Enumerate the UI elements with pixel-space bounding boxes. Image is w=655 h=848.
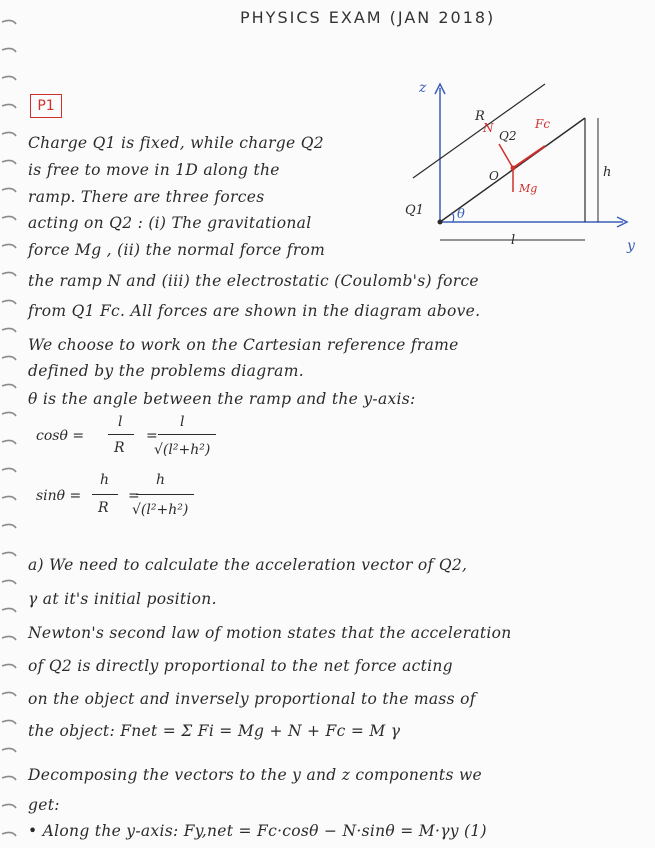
fraction-bar — [108, 434, 134, 435]
text-line: get: — [28, 796, 60, 814]
cos-den1: R — [114, 440, 125, 456]
fraction-bar — [92, 494, 118, 495]
text-line: γ at it's initial position. — [28, 590, 217, 608]
label-Fc: Fc — [535, 117, 551, 131]
label-R: R — [475, 109, 485, 124]
label-Mg: Mg — [519, 182, 538, 195]
text-line: from Q1 Fc. All forces are shown in the diagram above. — [28, 302, 481, 320]
label-q1: Q1 — [405, 203, 424, 218]
text-line: of Q2 is directly proportional to the net force acting — [28, 657, 453, 675]
text-line: force Mg , (ii) the normal force from — [28, 241, 326, 259]
text-line: We choose to work on the Cartesian reference frame — [28, 336, 459, 354]
fraction-bar — [136, 494, 194, 495]
spiral-binding — [0, 0, 26, 848]
problem-tag: P1 — [30, 94, 62, 118]
cos-num2: l — [180, 414, 185, 430]
label-theta: θ — [457, 207, 465, 222]
text-line: ramp. There are three forces — [28, 188, 265, 206]
ramp-diagram — [395, 70, 645, 260]
cos-eq: = — [146, 428, 158, 444]
text-line: θ is the angle between the ramp and the y-axis: — [28, 390, 416, 408]
page-title: PHYSICS EXAM (JAN 2018) — [240, 8, 496, 27]
text-line: Newton's second law of motion states that the acceleration — [28, 624, 512, 642]
text-line: is free to move in 1D along the — [28, 161, 280, 179]
text-line: Charge Q1 is fixed, while charge Q2 — [28, 134, 324, 152]
text-line: the object: Fnet = Σ Fi = Mg + N + Fc = M γ — [28, 722, 401, 740]
label-O: O — [489, 169, 499, 183]
sin-num2: h — [156, 472, 166, 488]
force-coulomb — [513, 146, 545, 168]
text-line: Decomposing the vectors to the y and z components we — [28, 766, 482, 784]
label-N: N — [483, 121, 494, 135]
cos-den2: √(l²+h²) — [154, 442, 211, 458]
cos-num1: l — [118, 414, 123, 430]
text-line: • Along the y-axis: Fy,net = Fc·cosθ − N·sinθ = M·γy (1) — [28, 822, 487, 840]
text-line: the ramp N and (iii) the electrostatic (Coulomb's) force — [28, 272, 479, 290]
force-normal — [499, 144, 513, 168]
text-line: defined by the problems diagram. — [28, 362, 304, 380]
sin-lhs: sinθ = — [36, 488, 82, 504]
sin-num1: h — [100, 472, 110, 488]
sin-den2: √(l²+h²) — [132, 502, 189, 518]
label-l: l — [511, 233, 516, 248]
z-axis-label: z — [419, 80, 427, 96]
cos-lhs: cosθ = — [36, 428, 85, 444]
charge-q1 — [438, 220, 443, 225]
label-h: h — [603, 165, 612, 180]
text-line: a) We need to calculate the acceleration vector of Q2, — [28, 556, 468, 574]
text-line: acting on Q2 : (i) The gravitational — [28, 214, 312, 232]
y-axis-label: y — [627, 238, 635, 254]
label-q2: Q2 — [499, 129, 517, 143]
sin-den1: R — [98, 500, 109, 516]
text-line: on the object and inversely proportional to the mass of — [28, 690, 476, 708]
distance-line — [413, 84, 545, 178]
fraction-bar — [158, 434, 216, 435]
sin-eq: = — [128, 488, 140, 504]
